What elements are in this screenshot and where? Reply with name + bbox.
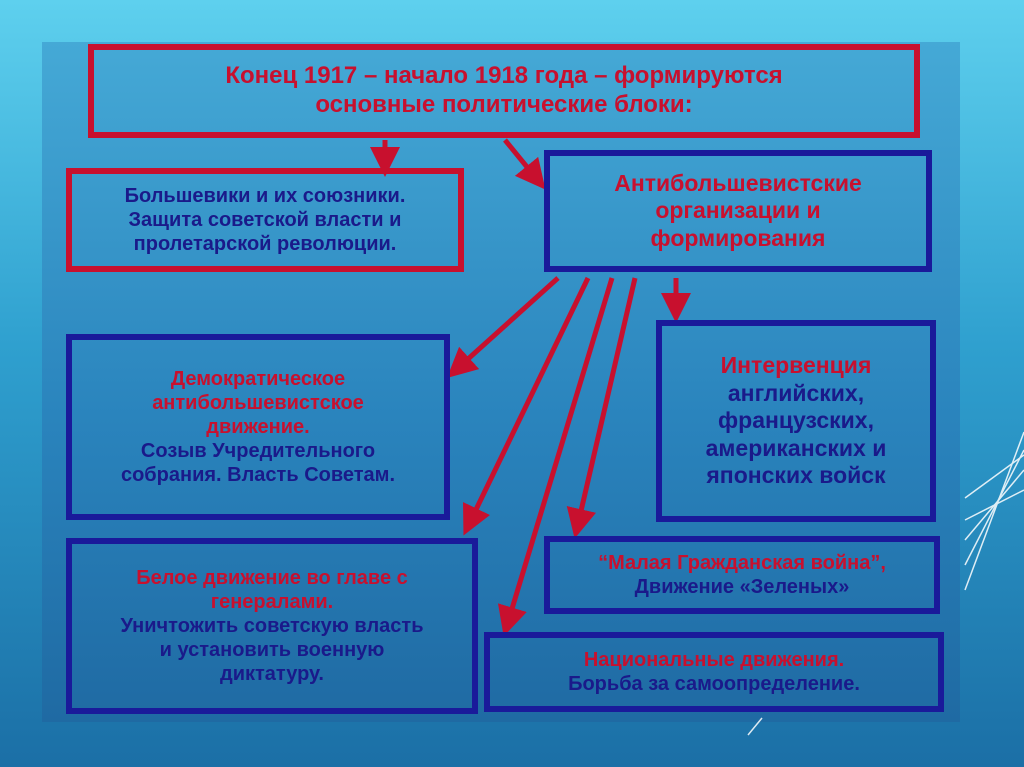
white-movement-box: [66, 538, 478, 714]
intervention-box: [656, 320, 936, 522]
bolsheviks-line-3: пролетарской революции.: [133, 233, 397, 255]
white-line-1: Белое движение во главе с: [136, 567, 408, 589]
intervention-line-3: французских,: [718, 407, 874, 434]
header-box: [88, 44, 920, 138]
small-civil-war-line-1: “Малая Гражданская война”,: [598, 552, 886, 574]
national-line-1: Национальные движения.: [583, 649, 845, 671]
democratic-line-1: Демократическое: [170, 368, 346, 390]
white-line-5: диктатуру.: [220, 663, 324, 685]
arrow-anti-to-democratic: [458, 278, 558, 368]
intervention-line-1: Интервенция: [720, 352, 872, 379]
arrow-anti-to-small-civil-war: [578, 278, 635, 524]
small-civil-war-box: [544, 536, 940, 614]
arrow-anti-to-white: [470, 278, 588, 522]
bolsheviks-box: [66, 168, 464, 272]
democratic-line-5: собрания. Власть Советам.: [120, 464, 396, 486]
intervention-line-5: японских войск: [706, 462, 886, 489]
anti-bolshevik-line-1: Антибольшевистские: [614, 169, 862, 196]
democratic-line-3: движение.: [206, 416, 310, 438]
white-line-2: генералами.: [210, 591, 334, 613]
header-line-1: Конец 1917 – начало 1918 года – формируются: [225, 62, 783, 90]
democratic-line-4: Созыв Учредительного: [140, 440, 376, 462]
democratic-box: [66, 334, 450, 520]
header-line-2: основные политические блоки:: [315, 91, 693, 118]
national-line-2: Борьба за самоопределение.: [568, 673, 860, 695]
small-civil-war-line-2: Движение «Зеленых»: [634, 576, 850, 598]
anti-bolshevik-line-2: организации и: [655, 197, 821, 224]
anti-bolshevik-box: [544, 150, 932, 272]
white-line-3: Уничтожить советскую власть: [120, 615, 424, 637]
arrow-header-to-anti-bolshevik: [505, 140, 536, 178]
bolsheviks-line-2: Защита советской власти и: [128, 209, 402, 231]
national-movements-box: [484, 632, 944, 712]
intervention-line-2: английских,: [727, 379, 865, 406]
bolsheviks-line-1: Большевики и их союзники.: [124, 185, 406, 207]
intervention-line-4: американских и: [705, 434, 887, 461]
anti-bolshevik-line-3: формирования: [650, 224, 826, 251]
white-line-4: и установить военную: [159, 639, 385, 661]
democratic-line-2: антибольшевистское: [152, 392, 364, 414]
